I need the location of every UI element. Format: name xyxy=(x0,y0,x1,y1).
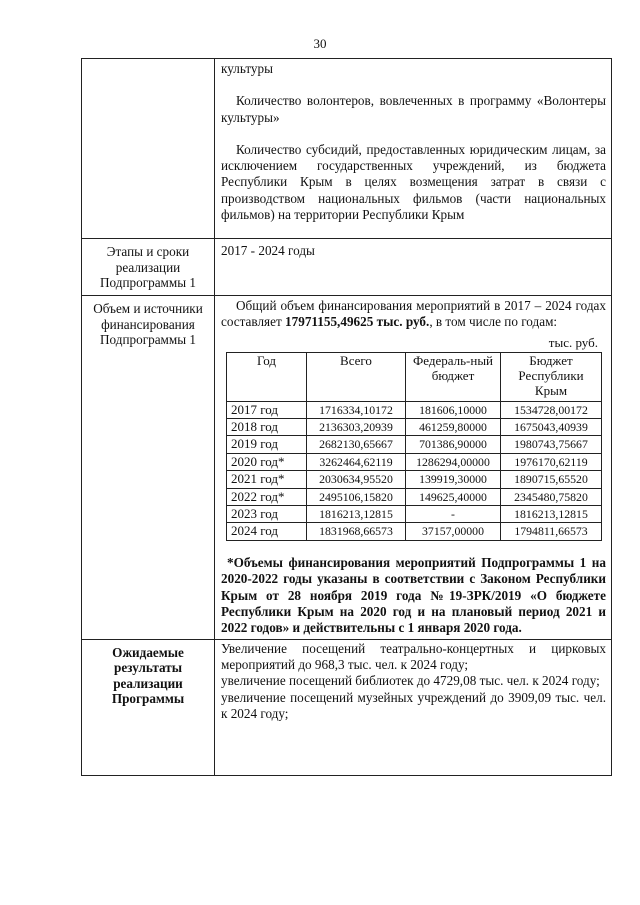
content-financing xyxy=(215,296,612,640)
financing-intro-after: , в том числе по годам: xyxy=(429,314,558,330)
label-indicators xyxy=(82,59,215,239)
result-item: увеличение посещений музейных учреждений до 3909,09 тыс. чел. к 2024 году; xyxy=(221,689,606,722)
cell-total: 2682130,65667 xyxy=(307,436,406,453)
header-crimea: Бюджет Республики Крым xyxy=(501,352,602,401)
financing-intro-before: Общий объем финансирования мероприятий в 2017 – 2024 годах составляет xyxy=(221,298,606,330)
cell-year: 2019 год xyxy=(227,436,307,453)
cell-total: 1816213,12815 xyxy=(307,506,406,523)
cell-crimea: 1890715,65520 xyxy=(501,471,602,488)
cell-total: 1716334,10172 xyxy=(307,401,406,418)
label-financing: Объем и источники финансирования Подпрограммы 1 xyxy=(82,296,215,640)
row-financing xyxy=(82,296,612,640)
cell-year: 2024 год xyxy=(227,523,307,540)
cell-year: 2022 год* xyxy=(227,488,307,505)
cell-crimea: 1534728,00172 xyxy=(501,401,602,418)
cell-crimea: 1976170,62119 xyxy=(501,453,602,470)
table-row xyxy=(227,523,602,540)
financing-intro xyxy=(221,298,606,331)
cell-total: 3262464,62119 xyxy=(307,453,406,470)
table-row xyxy=(227,401,602,418)
label-results: Ожидаемые результаты реализации Программы xyxy=(82,639,215,775)
table-row xyxy=(227,471,602,488)
content-results xyxy=(215,639,612,775)
cell-year: 2023 год xyxy=(227,506,307,523)
indicator-text-top: культуры xyxy=(221,61,273,76)
cell-total: 1831968,66573 xyxy=(307,523,406,540)
cell-crimea: 1980743,75667 xyxy=(501,436,602,453)
row-results xyxy=(82,639,612,775)
table-row xyxy=(227,419,602,436)
table-row xyxy=(227,506,602,523)
financing-units: тыс. руб. xyxy=(548,334,598,350)
row-stages xyxy=(82,239,612,296)
cell-crimea: 1794811,66573 xyxy=(501,523,602,540)
table-row xyxy=(227,453,602,470)
cell-federal: 37157,00000 xyxy=(406,523,501,540)
cell-federal: 181606,10000 xyxy=(406,401,501,418)
cell-crimea: 1675043,40939 xyxy=(501,419,602,436)
result-item: увеличение посещений библиотек до 4729,08 тыс. чел. к 2024 году; xyxy=(221,673,600,689)
cell-year: 2017 год xyxy=(227,401,307,418)
cell-federal: 149625,40000 xyxy=(406,488,501,505)
cell-total: 2136303,20939 xyxy=(307,419,406,436)
content-stages xyxy=(215,239,612,296)
header-federal: Федераль-ный бюджет xyxy=(406,352,501,401)
row-indicators xyxy=(82,59,612,239)
result-item: Увеличение посещений театрально-концертных и цирковых мероприятий до 968,3 тыс. чел. к 2024 году; xyxy=(221,640,606,673)
cell-year: 2021 год* xyxy=(227,471,307,488)
financing-table xyxy=(226,352,602,541)
header-year: Год xyxy=(227,352,307,401)
cell-total: 2495106,15820 xyxy=(307,488,406,505)
page-number: 30 xyxy=(313,36,327,51)
header-total: Всего xyxy=(307,352,406,401)
cell-federal: 701386,90000 xyxy=(406,436,501,453)
label-stages: Этапы и сроки реализации Подпрограммы 1 xyxy=(82,239,215,296)
cell-crimea: 1816213,12815 xyxy=(501,506,602,523)
financing-table-header xyxy=(227,352,602,401)
table-row xyxy=(227,488,602,505)
passport-table xyxy=(81,58,612,776)
cell-year: 2020 год* xyxy=(227,453,307,470)
cell-federal: - xyxy=(406,506,501,523)
cell-crimea: 2345480,75820 xyxy=(501,488,602,505)
cell-federal: 1286294,00000 xyxy=(406,453,501,470)
cell-year: 2018 год xyxy=(227,419,307,436)
financing-note: *Объемы финансирования мероприятий Подпрограммы 1 на 2020-2022 годы указаны в соответствии с Законом Республики Крым от 28 ноября 2019 года №19-ЗРК/2019 «О бюджете Республики Крым на 2020 год и на плановый период 2021 и 2022 годов» и действительны с 1 января 2020 года. xyxy=(221,554,606,636)
table-row xyxy=(227,436,602,453)
indicator-volunteers: Количество волонтеров, вовлеченных в программу «Волонтеры культуры» xyxy=(221,93,606,125)
cell-federal: 139919,30000 xyxy=(406,471,501,488)
cell-total: 2030634,95520 xyxy=(307,471,406,488)
cell-federal: 461259,80000 xyxy=(406,419,501,436)
content-indicators xyxy=(215,59,612,239)
financing-total: 17971155,49625 тыс. руб. xyxy=(285,314,430,330)
indicator-subsidies: Количество субсидий, предоставленных юридическим лицам, за исключением государственных учреждений, из бюджета Республики Крым в целях возмещения затрат в связи с производством национальных фильмов (части национальных фильмов) на территории Республики Крым xyxy=(221,141,606,223)
stages-value: 2017 - 2024 годы xyxy=(221,243,315,258)
